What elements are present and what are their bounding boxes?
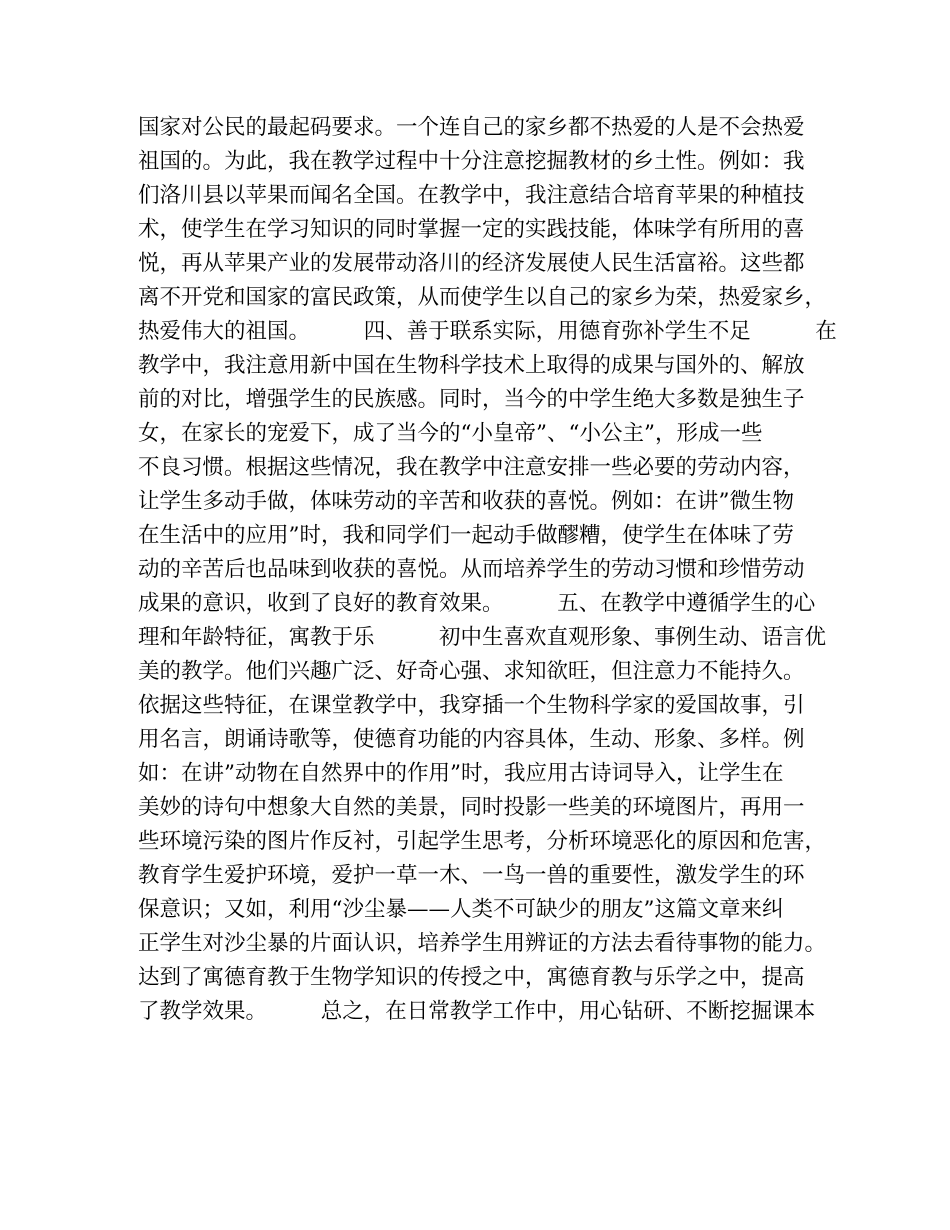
text-line: 们洛川县以苹果而闻名全国。在教学中，我注意结合培育苹果的种植技 (138, 183, 805, 208)
text-line: 热爱伟大的祖国。 四、善于联系实际，用德育弥补学生不足 在 (138, 319, 837, 344)
text-line: 悦，再从苹果产业的发展带动洛川的经济发展使人民生活富裕。这些都 (138, 251, 805, 276)
text-line: 依据这些特征，在课堂教学中，我穿插一个生物科学家的爱国故事，引 (138, 693, 805, 718)
text-line: 前的对比，增强学生的民族感。同时，当今的中学生绝大多数是独生子 (138, 387, 805, 412)
text-line: 了教学效果。 总之，在日常教学工作中，用心钻研、不断挖掘课本 (138, 999, 816, 1024)
text-line: 离不开党和国家的富民政策，从而使学生以自己的家乡为荣，热爱家乡， (138, 285, 827, 310)
text-line: 美妙的诗句中想象大自然的美景，同时投影一些美的环境图片，再用一 (138, 795, 805, 820)
text-line: 不良习惯。根据这些情况，我在教学中注意安排一些必要的劳动内容， (138, 455, 805, 480)
text-line: 达到了寓德育教于生物学知识的传授之中，寓德育教与乐学之中，提高 (138, 965, 805, 990)
body-text (138, 111, 838, 1029)
text-line: 让学生多动手做，体味劳动的辛苦和收获的喜悦。例如：在讲”微生物 (138, 489, 794, 514)
text-line: 用名言，朗诵诗歌等，使德育功能的内容具体，生动、形象、多样。例 (138, 727, 805, 752)
text-line: 教育学生爱护环境，爱护一草一木、一鸟一兽的重要性，激发学生的环 (138, 863, 805, 888)
text-line: 在生活中的应用”时，我和同学们一起动手做醪糟，使学生在体味了劳 (138, 523, 794, 548)
text-line: 祖国的。为此，我在教学过程中十分注意挖掘教材的乡土性。例如：我 (138, 149, 805, 174)
text-line: 成果的意识，收到了良好的教育效果。 五、在教学中遵循学生的心 (138, 591, 816, 616)
text-line: 如：在讲”动物在自然界中的作用”时，我应用古诗词导入，让学生在 (138, 761, 784, 786)
text-line: 理和年龄特征，寓教于乐 初中生喜欢直观形象、事例生动、语言优 (138, 625, 827, 650)
text-line: 教学中，我注意用新中国在生物科学技术上取得的成果与国外的、解放 (138, 353, 805, 378)
text-line: 国家对公民的最起码要求。一个连自己的家乡都不热爱的人是不会热爱 (138, 115, 805, 140)
text-line: 术，使学生在学习知识的同时掌握一定的实践技能，体味学有所用的喜 (138, 217, 805, 242)
text-line: 些环境污染的图片作反衬，引起学生思考，分析环境恶化的原因和危害， (138, 829, 827, 854)
text-line: 正学生对沙尘暴的片面认识，培养学生用辨证的方法去看待事物的能力。 (138, 931, 827, 956)
text-line: 保意识；又如，利用“沙尘暴——人类不可缺少的朋友”这篇文章来纠 (138, 897, 784, 922)
text-line: 美的教学。他们兴趣广泛、好奇心强、求知欲旺，但注意力不能持久。 (138, 659, 805, 684)
text-line: 动的辛苦后也品味到收获的喜悦。从而培养学生的劳动习惯和珍惜劳动 (138, 557, 805, 582)
text-line: 女，在家长的宠爱下，成了当今的“小皇帝”、“小公主”，形成一些 (138, 421, 763, 446)
